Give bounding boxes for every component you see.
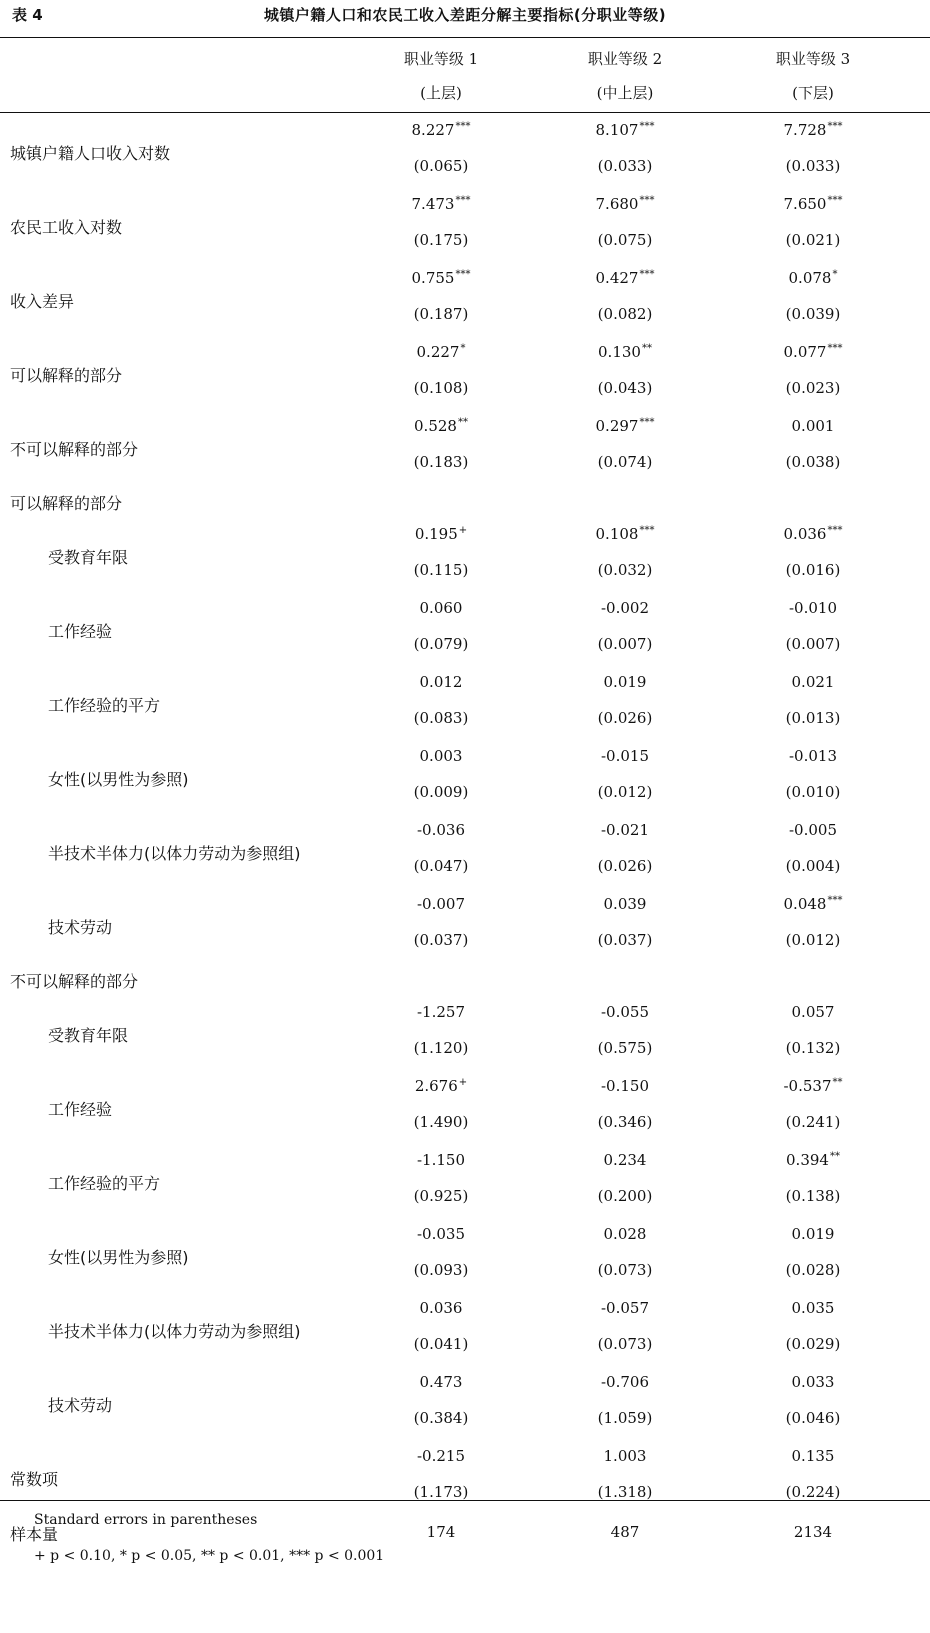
section-label: 可以解释的部分 bbox=[10, 493, 123, 513]
std-error-cell: (0.032) bbox=[597, 561, 653, 579]
coef-cell bbox=[718, 343, 908, 361]
coef-cell bbox=[530, 1077, 720, 1095]
std-error-cell: (0.575) bbox=[597, 1039, 653, 1057]
std-error-cell: (0.925) bbox=[413, 1187, 469, 1205]
std-error-cell: (0.009) bbox=[413, 783, 469, 801]
col-header-2: 职业等级 2 bbox=[587, 50, 663, 68]
table-row bbox=[0, 815, 930, 889]
coef-cell bbox=[530, 821, 720, 839]
coef-cell bbox=[346, 1523, 536, 1541]
coef-cell bbox=[346, 417, 536, 435]
row-label: 受教育年限 bbox=[48, 1025, 129, 1045]
coef-value: 0.135 bbox=[791, 1447, 835, 1465]
coef-cell bbox=[530, 1151, 720, 1169]
std-error-cell: (0.241) bbox=[785, 1113, 841, 1131]
coef-cell bbox=[346, 1077, 536, 1095]
std-error-cell: (0.033) bbox=[597, 157, 653, 175]
row-label: 女性(以男性为参照) bbox=[48, 1247, 189, 1267]
std-error-cell: (0.082) bbox=[597, 305, 653, 323]
coef-value: 0.227 bbox=[416, 343, 460, 361]
row-label: 收入差异 bbox=[10, 291, 75, 311]
coef-value: -0.005 bbox=[788, 821, 837, 839]
top-rule bbox=[0, 37, 930, 38]
coef-value: -1.150 bbox=[416, 1151, 465, 1169]
coef-cell bbox=[346, 195, 536, 213]
coef-cell bbox=[718, 1003, 908, 1021]
std-error-cell: (0.007) bbox=[597, 635, 653, 653]
coef-value: 0.012 bbox=[419, 673, 463, 691]
coef-value: -0.706 bbox=[600, 1373, 649, 1391]
coef-cell bbox=[346, 1299, 536, 1317]
significance-stars: ** bbox=[829, 1151, 840, 1162]
std-error-cell: (0.039) bbox=[785, 305, 841, 323]
std-error-cell: (0.346) bbox=[597, 1113, 653, 1131]
coef-value: 0.234 bbox=[603, 1151, 647, 1169]
coef-value: 0.019 bbox=[791, 1225, 835, 1243]
coef-cell bbox=[530, 1299, 720, 1317]
std-error-cell: (0.028) bbox=[785, 1261, 841, 1279]
table-row bbox=[0, 519, 930, 593]
coef-value: 174 bbox=[426, 1523, 456, 1541]
coef-cell bbox=[718, 1447, 908, 1465]
significance-stars: + bbox=[458, 1077, 468, 1088]
table-row bbox=[0, 115, 930, 189]
std-error-cell: (0.013) bbox=[785, 709, 841, 727]
significance-stars: * bbox=[832, 269, 838, 280]
coef-value: 0.019 bbox=[603, 673, 647, 691]
coef-cell bbox=[346, 1373, 536, 1391]
significance-stars: *** bbox=[455, 195, 471, 206]
table-row bbox=[0, 1145, 930, 1219]
row-label: 不可以解释的部分 bbox=[10, 439, 139, 459]
std-error-cell: (0.033) bbox=[785, 157, 841, 175]
coef-cell bbox=[718, 1225, 908, 1243]
coef-cell bbox=[718, 1077, 908, 1095]
coef-cell bbox=[346, 1447, 536, 1465]
section-row bbox=[0, 963, 930, 997]
std-error-cell: (0.200) bbox=[597, 1187, 653, 1205]
coef-cell bbox=[718, 1523, 908, 1541]
row-label: 技术劳动 bbox=[48, 1395, 113, 1415]
coef-value: -0.021 bbox=[600, 821, 649, 839]
coef-cell bbox=[346, 525, 536, 543]
coef-value: -0.002 bbox=[600, 599, 649, 617]
col-header-1: 职业等级 1 bbox=[403, 50, 479, 68]
coef-value: 0.394 bbox=[786, 1151, 829, 1169]
coef-cell bbox=[530, 525, 720, 543]
coef-value: -0.015 bbox=[600, 747, 649, 765]
coef-value: 0.033 bbox=[791, 1373, 835, 1391]
std-error-cell: (0.029) bbox=[785, 1335, 841, 1353]
coef-value: 7.728 bbox=[783, 121, 827, 139]
significance-stars: * bbox=[460, 343, 466, 354]
std-error-cell: (0.010) bbox=[785, 783, 841, 801]
coef-cell bbox=[530, 121, 720, 139]
row-label: 女性(以男性为参照) bbox=[48, 769, 189, 789]
std-error-cell: (0.037) bbox=[413, 931, 469, 949]
coef-cell bbox=[718, 195, 908, 213]
std-error-cell: (0.115) bbox=[413, 561, 469, 579]
significance-stars: *** bbox=[639, 121, 655, 132]
row-label: 工作经验的平方 bbox=[48, 1173, 161, 1193]
std-error-cell: (0.047) bbox=[413, 857, 469, 875]
std-error-cell: (0.073) bbox=[597, 1261, 653, 1279]
coef-value: 8.227 bbox=[411, 121, 455, 139]
std-error-cell: (0.043) bbox=[597, 379, 653, 397]
std-error-cell: (0.132) bbox=[785, 1039, 841, 1057]
significance-stars: *** bbox=[639, 195, 655, 206]
coef-value: 0.021 bbox=[791, 673, 835, 691]
note-standard-errors: Standard errors in parentheses bbox=[34, 1512, 258, 1528]
significance-stars: *** bbox=[827, 343, 843, 354]
coef-cell bbox=[346, 269, 536, 287]
table-title: 城镇户籍人口和农民工收入差距分解主要指标(分职业等级) bbox=[263, 6, 667, 24]
coef-cell bbox=[346, 1003, 536, 1021]
coef-value: 0.001 bbox=[791, 417, 835, 435]
coef-cell bbox=[346, 121, 536, 139]
table-row bbox=[0, 1219, 930, 1293]
row-label: 受教育年限 bbox=[48, 547, 129, 567]
table-row bbox=[0, 667, 930, 741]
table-row bbox=[0, 741, 930, 815]
coef-cell bbox=[718, 1151, 908, 1169]
coef-value: 7.680 bbox=[595, 195, 639, 213]
coef-value: -0.035 bbox=[416, 1225, 465, 1243]
std-error-cell: (0.138) bbox=[785, 1187, 841, 1205]
significance-stars: *** bbox=[639, 269, 655, 280]
note-significance: + p < 0.10, * p < 0.05, ** p < 0.01, *** p < 0.001 bbox=[34, 1548, 385, 1564]
std-error-cell: (0.038) bbox=[785, 453, 841, 471]
coef-value: 0.028 bbox=[603, 1225, 647, 1243]
significance-stars: *** bbox=[827, 121, 843, 132]
coef-cell bbox=[530, 1373, 720, 1391]
table-row bbox=[0, 889, 930, 963]
coef-value: -0.055 bbox=[600, 1003, 649, 1021]
coef-value: 0.077 bbox=[783, 343, 827, 361]
std-error-cell: (0.012) bbox=[785, 931, 841, 949]
std-error-cell: (1.120) bbox=[413, 1039, 469, 1057]
coef-cell bbox=[530, 343, 720, 361]
coef-value: -0.010 bbox=[788, 599, 837, 617]
row-label: 农民工收入对数 bbox=[10, 217, 123, 237]
coef-cell bbox=[530, 1447, 720, 1465]
coef-cell bbox=[530, 1003, 720, 1021]
coef-cell bbox=[346, 1225, 536, 1243]
coef-cell bbox=[718, 747, 908, 765]
std-error-cell: (0.093) bbox=[413, 1261, 469, 1279]
coef-cell bbox=[530, 599, 720, 617]
coef-value: 0.528 bbox=[414, 417, 457, 435]
std-error-cell: (0.007) bbox=[785, 635, 841, 653]
coef-value: 0.108 bbox=[595, 525, 639, 543]
coef-cell bbox=[346, 747, 536, 765]
coef-value: -0.150 bbox=[600, 1077, 649, 1095]
coef-cell bbox=[530, 417, 720, 435]
coef-cell bbox=[718, 525, 908, 543]
std-error-cell: (0.187) bbox=[413, 305, 469, 323]
significance-stars: ** bbox=[832, 1077, 843, 1088]
std-error-cell: (0.004) bbox=[785, 857, 841, 875]
significance-stars: *** bbox=[827, 525, 843, 536]
coef-cell bbox=[530, 195, 720, 213]
row-label: 工作经验的平方 bbox=[48, 695, 161, 715]
std-error-cell: (0.016) bbox=[785, 561, 841, 579]
std-error-cell: (0.012) bbox=[597, 783, 653, 801]
coef-value: -0.013 bbox=[788, 747, 837, 765]
coef-value: 0.130 bbox=[598, 343, 641, 361]
row-label: 半技术半体力(以体力劳动为参照组) bbox=[48, 843, 301, 863]
coef-cell bbox=[346, 599, 536, 617]
significance-stars: *** bbox=[639, 417, 655, 428]
coef-value: 7.650 bbox=[783, 195, 827, 213]
coef-value: 0.036 bbox=[783, 525, 827, 543]
coef-value: 8.107 bbox=[595, 121, 639, 139]
coef-cell bbox=[530, 895, 720, 913]
col-subheader-3: (下层) bbox=[792, 84, 834, 102]
coef-value: 0.755 bbox=[411, 269, 455, 287]
std-error-cell: (0.079) bbox=[413, 635, 469, 653]
std-error-cell: (0.224) bbox=[785, 1483, 841, 1501]
std-error-cell: (0.108) bbox=[413, 379, 469, 397]
coef-cell bbox=[346, 821, 536, 839]
coef-value: 0.297 bbox=[595, 417, 639, 435]
std-error-cell: (0.046) bbox=[785, 1409, 841, 1427]
significance-stars: ** bbox=[641, 343, 652, 354]
coef-value: 0.078 bbox=[788, 269, 832, 287]
table-title-row bbox=[0, 0, 930, 34]
coef-cell bbox=[718, 821, 908, 839]
coef-cell bbox=[718, 673, 908, 691]
coef-value: 0.003 bbox=[419, 747, 463, 765]
coef-value: 0.035 bbox=[791, 1299, 835, 1317]
row-label: 样本量 bbox=[10, 1524, 59, 1544]
significance-stars: + bbox=[458, 525, 468, 536]
row-label: 城镇户籍人口收入对数 bbox=[10, 143, 171, 163]
std-error-cell: (0.023) bbox=[785, 379, 841, 397]
table-row bbox=[0, 997, 930, 1071]
coef-value: 0.048 bbox=[783, 895, 827, 913]
row-label: 可以解释的部分 bbox=[10, 365, 123, 385]
std-error-cell: (1.059) bbox=[597, 1409, 653, 1427]
bottom-rule bbox=[0, 1500, 930, 1501]
coef-value: 7.473 bbox=[411, 195, 455, 213]
coef-value: 0.060 bbox=[419, 599, 463, 617]
table-row bbox=[0, 1441, 930, 1515]
table-row bbox=[0, 411, 930, 485]
row-label: 常数项 bbox=[10, 1469, 59, 1489]
table-number: 表 4 bbox=[12, 6, 43, 24]
row-label: 半技术半体力(以体力劳动为参照组) bbox=[48, 1321, 301, 1341]
table-row bbox=[0, 593, 930, 667]
table-row bbox=[0, 1293, 930, 1367]
col-header-3: 职业等级 3 bbox=[775, 50, 851, 68]
coef-cell bbox=[718, 895, 908, 913]
col-subheader-1: (上层) bbox=[420, 84, 462, 102]
std-error-cell: (0.074) bbox=[597, 453, 653, 471]
row-label: 技术劳动 bbox=[48, 917, 113, 937]
coef-value: 0.039 bbox=[603, 895, 647, 913]
col-subheader-2: (中上层) bbox=[596, 84, 654, 102]
table-row bbox=[0, 1071, 930, 1145]
coef-value: -0.007 bbox=[416, 895, 465, 913]
coef-cell bbox=[718, 599, 908, 617]
coef-value: 2.676 bbox=[414, 1077, 458, 1095]
std-error-cell: (0.073) bbox=[597, 1335, 653, 1353]
coef-cell bbox=[718, 269, 908, 287]
coef-value: 0.195 bbox=[414, 525, 458, 543]
row-label: 工作经验 bbox=[48, 621, 113, 641]
coef-value: 487 bbox=[610, 1523, 640, 1541]
coef-cell bbox=[346, 673, 536, 691]
std-error-cell: (0.183) bbox=[413, 453, 469, 471]
coef-cell bbox=[346, 895, 536, 913]
std-error-cell: (0.384) bbox=[413, 1409, 469, 1427]
std-error-cell: (0.021) bbox=[785, 231, 841, 249]
coef-cell bbox=[530, 1523, 720, 1541]
significance-stars: ** bbox=[457, 417, 468, 428]
std-error-cell: (0.075) bbox=[597, 231, 653, 249]
coef-value: -1.257 bbox=[416, 1003, 465, 1021]
coef-cell bbox=[530, 747, 720, 765]
coef-value: 0.036 bbox=[419, 1299, 463, 1317]
coef-value: 0.057 bbox=[791, 1003, 835, 1021]
std-error-cell: (0.175) bbox=[413, 231, 469, 249]
coef-value: -0.057 bbox=[600, 1299, 649, 1317]
coef-cell bbox=[346, 343, 536, 361]
significance-stars: *** bbox=[639, 525, 655, 536]
coef-value: -0.537 bbox=[783, 1077, 832, 1095]
coef-cell bbox=[530, 1225, 720, 1243]
coef-cell bbox=[718, 1373, 908, 1391]
coef-value: 0.473 bbox=[419, 1373, 463, 1391]
table-row bbox=[0, 189, 930, 263]
coef-cell bbox=[530, 673, 720, 691]
significance-stars: *** bbox=[827, 895, 843, 906]
coef-cell bbox=[718, 417, 908, 435]
std-error-cell: (1.173) bbox=[413, 1483, 469, 1501]
table-body bbox=[0, 115, 930, 1551]
coef-value: -0.036 bbox=[416, 821, 465, 839]
significance-stars: *** bbox=[455, 121, 471, 132]
std-error-cell: (0.065) bbox=[413, 157, 469, 175]
header-rule bbox=[0, 112, 930, 113]
std-error-cell: (0.037) bbox=[597, 931, 653, 949]
significance-stars: *** bbox=[455, 269, 471, 280]
coef-value: -0.215 bbox=[416, 1447, 465, 1465]
significance-stars: *** bbox=[827, 195, 843, 206]
section-label: 不可以解释的部分 bbox=[10, 971, 139, 991]
coef-cell bbox=[718, 121, 908, 139]
coef-value: 2134 bbox=[793, 1523, 833, 1541]
table-row bbox=[0, 263, 930, 337]
std-error-cell: (0.026) bbox=[597, 709, 653, 727]
std-error-cell: (0.026) bbox=[597, 857, 653, 875]
coef-cell bbox=[346, 1151, 536, 1169]
coef-value: 0.427 bbox=[595, 269, 639, 287]
table-row bbox=[0, 1367, 930, 1441]
std-error-cell: (0.041) bbox=[413, 1335, 469, 1353]
std-error-cell: (1.318) bbox=[597, 1483, 653, 1501]
row-label: 工作经验 bbox=[48, 1099, 113, 1119]
coef-cell bbox=[530, 269, 720, 287]
std-error-cell: (0.083) bbox=[413, 709, 469, 727]
coef-cell bbox=[718, 1299, 908, 1317]
section-row bbox=[0, 485, 930, 519]
coef-value: 1.003 bbox=[603, 1447, 647, 1465]
std-error-cell: (1.490) bbox=[413, 1113, 469, 1131]
table-row bbox=[0, 337, 930, 411]
